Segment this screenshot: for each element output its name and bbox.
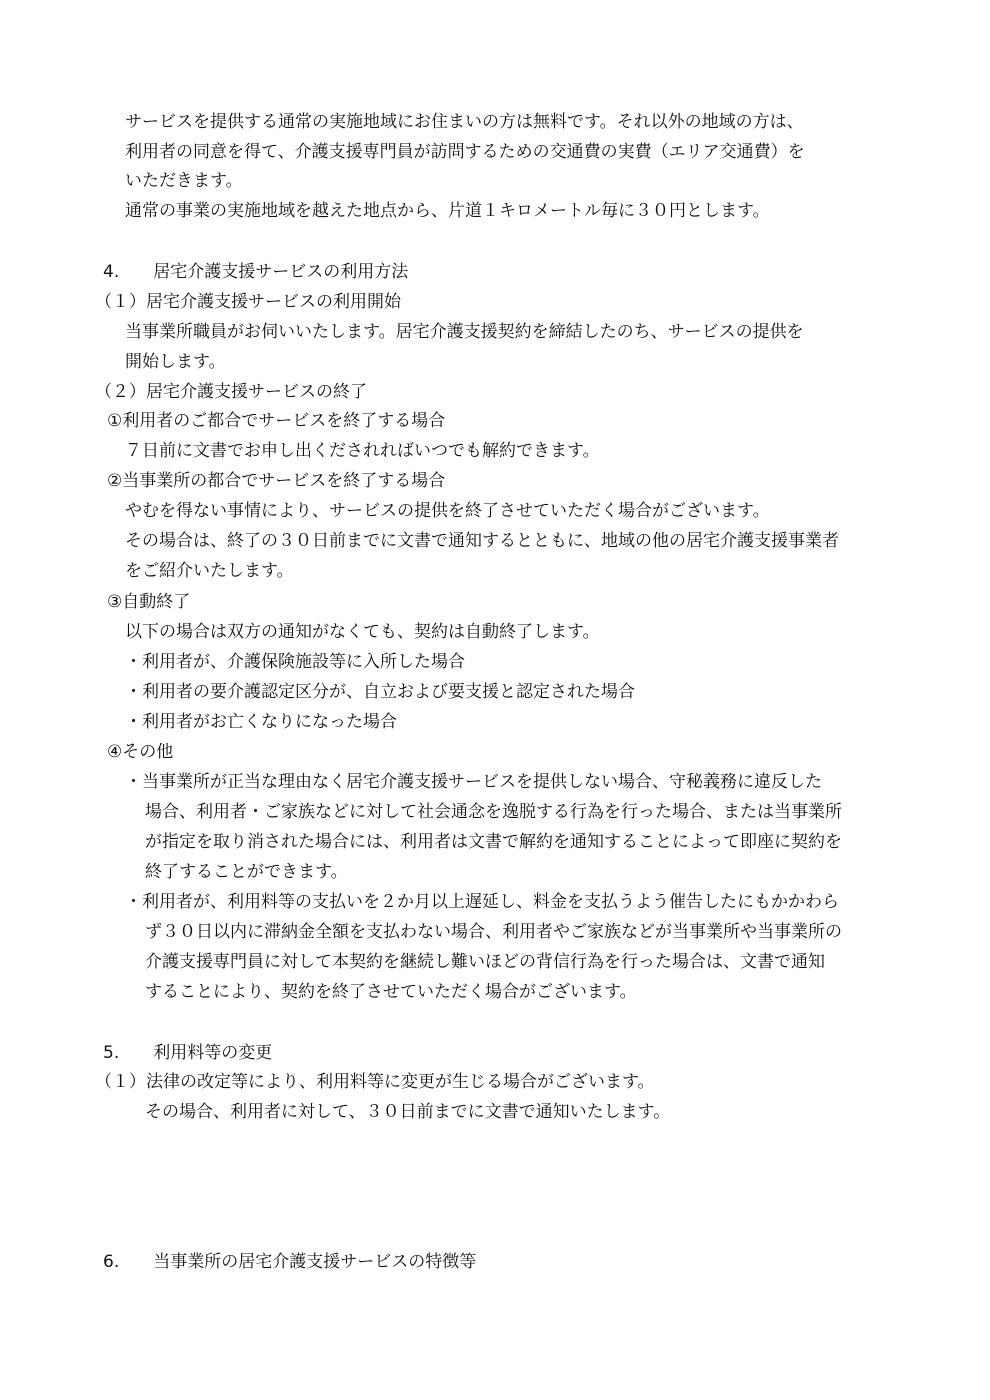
bullet-item: ・利用者が、利用料等の支払いを２か月以上遅延し、料金を支払うよう催告したにもかかわら — [125, 892, 839, 912]
paragraph-line: が指定を取り消された場合には、利用者は文書で解約を通知することによって即座に契約を — [145, 832, 842, 852]
paragraph-line: いただきます。 — [125, 171, 243, 191]
paragraph-line: 以下の場合は双方の通知がなくても、契約は自動終了します。 — [125, 622, 600, 642]
subsection-heading: （２）居宅介護支援サービスの終了 — [95, 382, 367, 402]
bullet-item: ・利用者の要介護認定区分が、自立および要支援と認定された場合 — [125, 682, 635, 702]
item-heading: ②当事業所の都合でサービスを終了する場合 — [107, 471, 446, 491]
paragraph-line: 通常の事業の実施地域を越えた地点から、片道１キロメートル毎に３０円とします。 — [125, 201, 770, 221]
paragraph-line: をご紹介いたします。 — [125, 561, 294, 581]
paragraph-line: 介護支援専門員に対して本契約を継続し難いほどの背信行為を行った場合は、文書で通知 — [145, 952, 825, 972]
paragraph-line: その場合は、終了の３０日前までに文書で通知するとともに、地域の他の居宅介護支援事業者 — [125, 531, 839, 551]
subsection-heading: （１）居宅介護支援サービスの利用開始 — [95, 292, 401, 312]
section-heading-5: 5. 利用料等の変更 — [103, 1043, 273, 1063]
bullet-item: ・利用者がお亡くなりになった場合 — [125, 712, 397, 732]
paragraph-line: 当事業所職員がお伺いいたします。居宅介護支援契約を締結したのち、サービスの提供を — [125, 322, 804, 342]
paragraph-line: その場合、利用者に対して、３０日前までに文書で通知いたします。 — [145, 1102, 671, 1122]
paragraph-line: することにより、契約を終了させていただく場合がございます。 — [145, 982, 637, 1002]
paragraph-line: サービスを提供する通常の実施地域にお住まいの方は無料です。それ以外の地域の方は、 — [125, 112, 804, 132]
section-heading-6: 6. 当事業所の居宅介護支援サービスの特徴等 — [103, 1252, 477, 1272]
paragraph-line: やむを得ない事情により、サービスの提供を終了させていただく場合がございます。 — [125, 501, 770, 521]
section-heading-4: 4. 居宅介護支援サービスの利用方法 — [103, 262, 409, 282]
item-heading: ①利用者のご都合でサービスを終了する場合 — [107, 411, 446, 431]
paragraph-line: 開始します。 — [125, 352, 226, 372]
item-heading: ④その他 — [107, 742, 174, 762]
bullet-item: ・当事業所が正当な理由なく居宅介護支援サービスを提供しない場合、守秘義務に違反した — [125, 772, 822, 792]
subsection-heading: （１）法律の改定等により、利用料等に変更が生じる場合がございます。 — [95, 1072, 655, 1092]
item-heading: ③自動終了 — [107, 592, 191, 612]
paragraph-line: ず３０日以内に滞納金全額を支払わない場合、利用者やご家族などが当事業所や当事業所の — [145, 922, 842, 942]
bullet-item: ・利用者が、介護保険施設等に入所した場合 — [125, 652, 465, 672]
paragraph-line: 利用者の同意を得て、介護支援専門員が訪問するための交通費の実費（エリア交通費）を — [125, 142, 805, 162]
paragraph-line: ７日前に文書でお申し出くだされればいつでも解約できます。 — [125, 441, 600, 461]
paragraph-line: 終了することができます。 — [145, 862, 348, 882]
paragraph-line: 場合、利用者・ご家族などに対して社会通念を逸脱する行為を行った場合、または当事業所 — [145, 802, 842, 822]
